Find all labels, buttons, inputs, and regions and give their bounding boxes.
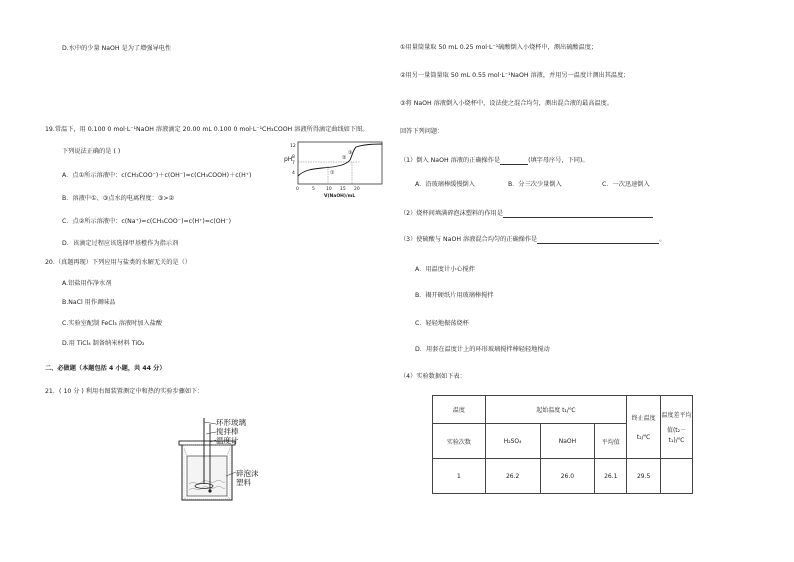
graph-point-label-1: ① bbox=[330, 170, 335, 176]
header-naoh: NaOH bbox=[540, 424, 595, 459]
cell-temp-diff[interactable] bbox=[661, 459, 693, 494]
sub3-period: 。 bbox=[659, 236, 666, 243]
label-plastic: 塑料 bbox=[236, 478, 251, 487]
sub1-text: （1）倒入 NaOH 溶液的正确操作是 bbox=[400, 157, 501, 164]
step-1: ①用量筒量取 50 mL 0.25 mol·L⁻¹硫酸倒入小烧杯中，测出硫酸温度； bbox=[400, 44, 598, 51]
header-temp-diff-line3: t₁)/℃ bbox=[668, 437, 685, 444]
sub3-answer-blank[interactable] bbox=[537, 237, 659, 244]
q20-stem: 20.（真题再现）下列应用与盐类的水解无关的是（） bbox=[45, 259, 191, 266]
q20-option-b: B.NaCl 用作调味品 bbox=[62, 299, 116, 306]
sub-question-1 bbox=[400, 157, 589, 165]
section2-title: 二、必做题（本题包括 4 小题，共 44 分） bbox=[45, 365, 166, 372]
q20-option-d: D.用 TiCl₄ 制备纳米材料 TiO₂ bbox=[62, 340, 145, 347]
cell-h2so4: 26.2 bbox=[485, 459, 540, 494]
calorimeter-diagram bbox=[176, 414, 276, 510]
label-thermometer: 温度计 bbox=[216, 436, 239, 445]
q19-stem: 19.常温下，用 0.100 0 mol·L⁻¹NaOH 溶液滴定 20.00 mL 0.100 0 mol·L⁻¹CH₃COOH 溶液所得滴定曲线如下图。 bbox=[45, 126, 369, 133]
sub1-option-c: C．一次迅速倒入 bbox=[602, 181, 650, 188]
sub3-option-c: C．轻轻地振荡烧杯 bbox=[415, 320, 469, 327]
q20-option-a: A.铝盐用作净水剂 bbox=[62, 280, 112, 287]
header-end-temp bbox=[627, 396, 661, 459]
graph-y-tick-12: 12 bbox=[290, 144, 296, 149]
cell-naoh: 26.0 bbox=[540, 459, 595, 494]
sub3-text: （3）使硫酸与 NaOH 溶液混合均匀的正确操作是 bbox=[400, 236, 538, 243]
sub-question-3 bbox=[400, 236, 665, 244]
q18-option-d: D.水中的少量 NaOH 是为了增强导电性 bbox=[62, 45, 172, 52]
q19-option-b: B．溶液中①、③点水的电离程度：③>② bbox=[62, 195, 175, 202]
q20-option-c: C.实验室配制 FeCl₃ 溶液时加入盐酸 bbox=[62, 320, 163, 327]
sub3-option-a: A．用温度计小心搅拌 bbox=[415, 266, 475, 273]
header-start-temp: 起始温度 t₁/℃ bbox=[485, 396, 626, 424]
sub1-tail: (填字母序号，下同)。 bbox=[528, 157, 589, 164]
sub1-option-b: B．分三次少量倒入 bbox=[508, 181, 562, 188]
header-end-temp-label: 终止温度 bbox=[631, 415, 656, 422]
label-ring-glass: 环形玻璃 bbox=[216, 418, 246, 427]
q19-prompt: 下列说法正确的是 ( ) bbox=[62, 148, 121, 155]
step-3: ③将 NaOH 溶液倒入小烧杯中，设法使之混合均匀，测出混合液的最高温度。 bbox=[400, 100, 614, 107]
sub2-text: （2）烧杯间填满碎泡沫塑料的作用是 bbox=[400, 210, 503, 217]
cell-end-temp: 29.5 bbox=[627, 459, 661, 494]
experiment-data-table bbox=[432, 395, 693, 494]
q19-option-c: C．点②所示溶液中：c(Na⁺)=c(CH₃COO⁻)=c(H⁺)=c(OH⁻) bbox=[62, 218, 232, 225]
graph-y-tick-8: 8 bbox=[292, 155, 295, 160]
graph-point-label-3: ③ bbox=[348, 150, 353, 156]
header-temp-diff-line1: 温度差平均 bbox=[661, 412, 692, 419]
label-stir-rod: 搅拌棒 bbox=[216, 427, 239, 436]
sub3-option-d: D．用套在温度计上的环形玻璃搅拌棒轻轻地搅动 bbox=[415, 346, 550, 353]
sub1-answer-blank[interactable] bbox=[500, 158, 528, 165]
graph-y-tick-4: 4 bbox=[292, 171, 295, 176]
graph-x-tick-10: 10 bbox=[326, 187, 332, 192]
header-temp: 温度 bbox=[433, 396, 486, 424]
header-average: 平均值 bbox=[595, 424, 627, 459]
cell-average: 26.1 bbox=[595, 459, 627, 494]
table-row bbox=[433, 459, 693, 494]
graph-x-tick-0: 0 bbox=[296, 187, 299, 192]
graph-x-tick-20: 20 bbox=[354, 187, 360, 192]
graph-x-tick-15: 15 bbox=[340, 187, 346, 192]
graph-x-tick-5: 5 bbox=[312, 187, 315, 192]
step-2: ②用另一量筒量取 50 mL 0.55 mol·L⁻¹NaOH 溶液，并用另一温度计测出其温度； bbox=[400, 72, 630, 79]
graph-x-label: V(NaOH)/mL bbox=[324, 194, 356, 199]
cell-trial: 1 bbox=[433, 459, 486, 494]
graph-y-tick-7: 7 bbox=[292, 161, 295, 166]
answer-intro: 回答下列问题： bbox=[400, 128, 444, 135]
titration-curve-graph bbox=[282, 140, 388, 200]
sub1-option-a: A．沿玻璃棒缓慢倒入 bbox=[415, 181, 475, 188]
header-trial-count: 实验次数 bbox=[433, 424, 486, 459]
sub-question-2 bbox=[400, 210, 653, 218]
graph-y-label: pH bbox=[284, 156, 293, 163]
sub-question-4: （4）实验数据如下表： bbox=[400, 373, 466, 380]
header-end-temp-unit: t₂/℃ bbox=[636, 434, 651, 441]
q19-option-a: A．点①所示溶液中：c(CH₃COO⁻)＋c(OH⁻)=c(CH₃COOH)＋c(H⁺) bbox=[62, 172, 252, 179]
header-h2so4: H₂SO₄ bbox=[485, 424, 540, 459]
header-temp-diff bbox=[661, 396, 693, 459]
sub2-answer-blank[interactable] bbox=[503, 211, 653, 218]
label-foam: 碎泡沫 bbox=[236, 469, 259, 478]
q19-option-d: D．该滴定过程应该选择甲基橙作为指示剂 bbox=[62, 240, 179, 247]
graph-point-label-2: ② bbox=[342, 155, 347, 161]
sub3-option-b: B．揭开硬纸片用玻璃棒搅拌 bbox=[415, 292, 494, 299]
header-temp-diff-line2: 值(t₂－ bbox=[666, 427, 687, 434]
q21-stem: 21．( 10 分 ) 利用右图装置测定中和热的实验步骤如下： bbox=[45, 388, 204, 395]
